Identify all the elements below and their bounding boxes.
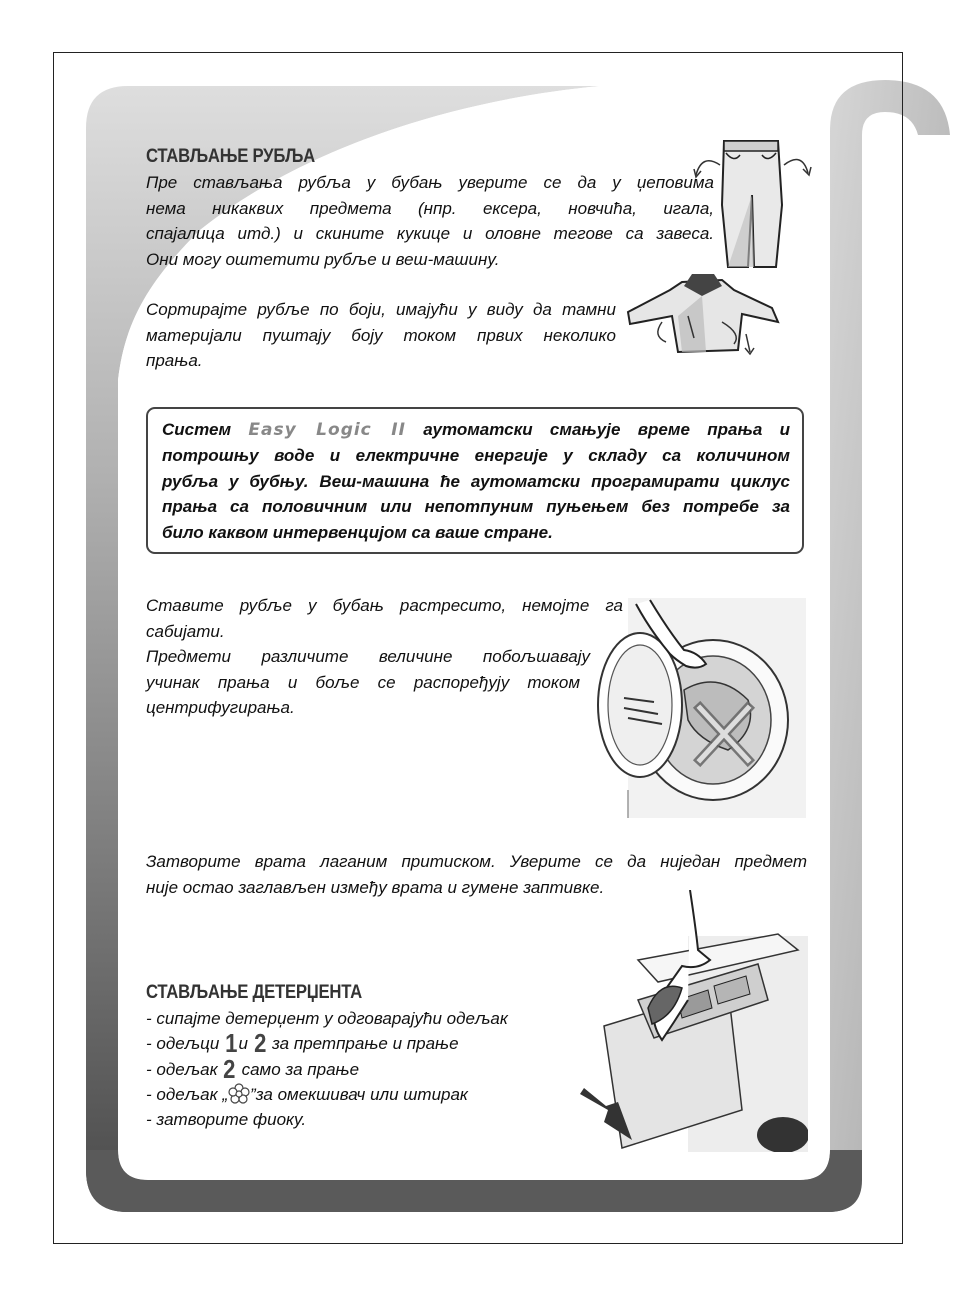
info-line: рубља у бубњу. Веш-машина ће аутоматски програмирати циклус: [162, 471, 790, 491]
text-line: спајалица итд.) и скините кукице и оловне тегове са завеса.: [146, 224, 714, 243]
item-text: - одељак „: [146, 1084, 229, 1104]
text-line: нема никаквих предмета (нпр. ексера, новчића, игала,: [146, 198, 714, 218]
item-text: за претпрање и прање: [271, 1034, 459, 1054]
list-item: - сипајте детерџент у одговарајући одељак: [146, 1009, 508, 1028]
detergent-instructions-list: [146, 1006, 508, 1132]
text-line: сабијати.: [146, 621, 225, 641]
info-line: потрошњу воде и електричне енергије у складу са количином: [162, 446, 790, 466]
item-text: - одељак: [146, 1059, 218, 1079]
paragraph-pockets: [146, 170, 714, 272]
list-item: - затворите фиоку.: [146, 1110, 307, 1130]
text-line: прања.: [146, 351, 203, 370]
trousers-pockets-illustration: [692, 135, 814, 275]
compartment-number-2: 2: [223, 1053, 236, 1084]
text-line: материјали пуштају боју током првих неколико: [146, 325, 616, 345]
paragraph-drum: [146, 593, 623, 721]
flower-icon: [228, 1083, 250, 1105]
info-line-1: [162, 417, 790, 443]
item-text: - одељци: [146, 1034, 220, 1054]
paragraph-sorting: [146, 297, 616, 374]
list-item: [146, 1082, 508, 1107]
text-line: учинак прања и боље се распоређују током: [146, 672, 580, 692]
compartment-number-2: 2: [253, 1028, 267, 1059]
text-line: Затворите врата лаганим притиском. Уверите се да ниједан предмет: [146, 852, 807, 871]
text-line: није остао заглављен између врата и гумене заптивке.: [146, 877, 605, 897]
easy-logic-info-box: [146, 407, 804, 554]
section-heading-detergent: СТАВЉАЊЕ ДЕТЕРЏЕНТА: [146, 982, 362, 1003]
text-line: центрифугирања.: [146, 698, 295, 717]
text-line: Предмети различите величине побољшавају: [146, 647, 590, 666]
item-text: и: [238, 1034, 249, 1054]
text-line: Сортирајте рубље по боји, имајући у виду да тамни: [146, 300, 616, 319]
info-prefix: Систем: [162, 420, 232, 439]
text-line: Пре стављања рубља у бубањ уверите се да у џеповима: [146, 173, 714, 192]
jacket-pockets-illustration: [622, 272, 782, 357]
brand-easy-logic: Easy Logic II: [248, 420, 406, 440]
list-item: [146, 1028, 508, 1059]
item-text: ”за омекшивач или штирак: [250, 1084, 468, 1104]
compartment-number-1: 1: [225, 1028, 238, 1059]
text-line: Они могу оштетити рубље и веш-машину.: [146, 249, 500, 269]
item-text: само за прање: [241, 1059, 360, 1079]
section-heading-loading: СТАВЉАЊЕ РУБЉА: [146, 146, 315, 167]
info-line: прања са половичним или непотпуним пуњењем без потребе за: [162, 497, 790, 517]
drum-loading-illustration: [588, 590, 806, 818]
detergent-drawer-illustration: [578, 890, 808, 1152]
list-item: [146, 1053, 508, 1084]
info-line: било каквом интервенцијом са ваше стране.: [162, 522, 553, 542]
info-suffix: аутоматски смањује време прања и: [423, 420, 790, 439]
text-line: Ставите рубље у бубањ растресито, немојте га: [146, 596, 623, 615]
